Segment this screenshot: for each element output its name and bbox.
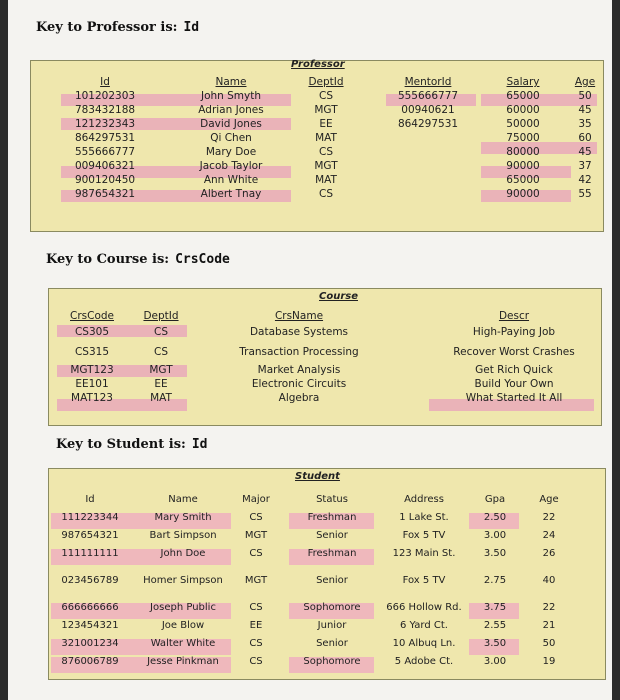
cell: 6 Yard Ct. xyxy=(400,620,448,631)
student-col-major xyxy=(233,491,279,671)
cell: MGT xyxy=(314,160,338,172)
cell: CS xyxy=(154,346,168,358)
cell: Joe Blow xyxy=(161,620,205,631)
header-id: Id xyxy=(100,76,110,88)
course-col-name xyxy=(214,309,384,405)
cell: 2.75 xyxy=(483,575,507,586)
cell: 90000 xyxy=(506,188,540,200)
cell: 123 Main St. xyxy=(392,548,456,559)
cell: 666 Hollow Rd. xyxy=(386,602,462,613)
cell: Mary Smith xyxy=(154,512,212,523)
header-crscode: CrsCode xyxy=(70,310,114,322)
cell: Jacob Taylor xyxy=(199,160,263,172)
header-name: Name xyxy=(168,494,198,505)
cell: Electronic Circuits xyxy=(251,378,347,390)
cell: MAT xyxy=(315,132,337,144)
cell: 987654321 xyxy=(74,188,136,200)
cell: Algebra xyxy=(278,392,320,404)
professor-col-id xyxy=(61,75,149,201)
cell: 666666666 xyxy=(61,602,119,613)
cell: 900120450 xyxy=(74,174,136,186)
student-col-gpa xyxy=(473,491,517,671)
cell: 50000 xyxy=(506,118,540,130)
cell: MAT xyxy=(150,392,172,404)
cell: 00940621 xyxy=(401,104,455,116)
cell: Recover Worst Crashes xyxy=(453,346,575,358)
cell: John Smyth xyxy=(200,90,262,102)
cell: CS xyxy=(249,548,263,559)
cell: MGT xyxy=(149,364,173,376)
cell: Bart Simpson xyxy=(149,530,217,541)
cell: 2.50 xyxy=(483,512,507,523)
course-col-code xyxy=(57,309,127,405)
cell: 987654321 xyxy=(61,530,119,541)
header-age: Age xyxy=(574,76,596,88)
cell: Qi Chen xyxy=(210,132,252,144)
cell: 321001234 xyxy=(61,638,119,649)
header-major: Major xyxy=(242,494,270,505)
cell: Ann White xyxy=(203,174,259,186)
cell: CS xyxy=(249,638,263,649)
cell: 80000 xyxy=(506,146,540,158)
cell: 35 xyxy=(578,118,592,130)
cell: MGT xyxy=(314,104,338,116)
cell: 50 xyxy=(542,638,556,649)
header-status: Status xyxy=(316,494,348,505)
cell: Albert Tnay xyxy=(200,188,262,200)
cell: Market Analysis xyxy=(257,364,341,376)
cell: Homer Simpson xyxy=(143,575,223,586)
cell: 3.50 xyxy=(483,638,507,649)
cell: 2.55 xyxy=(483,620,507,631)
cell: 24 xyxy=(542,530,556,541)
cell: John Doe xyxy=(160,548,206,559)
header-deptid: DeptId xyxy=(143,310,179,322)
cell: 3.50 xyxy=(483,548,507,559)
professor-table xyxy=(30,60,604,232)
professor-key-label: Key to Professor is: xyxy=(36,20,178,35)
cell: MGT xyxy=(244,575,268,586)
cell: 55 xyxy=(578,188,592,200)
course-key-label: Key to Course is: xyxy=(46,252,170,267)
cell: Freshman xyxy=(307,512,357,523)
cell: 21 xyxy=(542,620,556,631)
document-page xyxy=(8,0,612,700)
cell: MGT123 xyxy=(70,364,114,376)
cell: 50 xyxy=(578,90,592,102)
cell: 864297531 xyxy=(74,132,136,144)
cell: CS xyxy=(249,512,263,523)
cell: CS305 xyxy=(74,326,110,338)
cell: Database Systems xyxy=(249,326,349,338)
cell: CS xyxy=(154,326,168,338)
cell: Fox 5 TV xyxy=(402,575,446,586)
cell: 1 Lake St. xyxy=(399,512,449,523)
cell: CS xyxy=(319,188,333,200)
student-key-attr: Id xyxy=(191,437,208,452)
course-key-attr: CrsCode xyxy=(175,252,230,267)
cell: Mary Doe xyxy=(205,146,257,158)
header-age: Age xyxy=(539,494,559,505)
cell: Build Your Own xyxy=(474,378,554,390)
professor-key-line xyxy=(36,20,199,35)
cell: 876006789 xyxy=(61,656,119,667)
cell: 101202303 xyxy=(74,90,136,102)
cell: 009406321 xyxy=(74,160,136,172)
cell: 40 xyxy=(542,575,556,586)
course-table xyxy=(48,288,602,426)
cell: Walter White xyxy=(150,638,216,649)
cell: 90000 xyxy=(506,160,540,172)
professor-col-mentor xyxy=(383,75,473,131)
student-key-line xyxy=(56,437,207,452)
cell: EE101 xyxy=(75,378,109,390)
header-id: Id xyxy=(85,494,95,505)
cell: 10 Albuq Ln. xyxy=(392,638,456,649)
cell: 65000 xyxy=(506,90,540,102)
student-col-name xyxy=(137,491,229,671)
cell: CS xyxy=(319,146,333,158)
cell: 22 xyxy=(542,512,556,523)
cell: 111223344 xyxy=(61,512,119,523)
cell: MGT xyxy=(244,530,268,541)
cell: Get Rich Quick xyxy=(475,364,553,376)
header-mentorid: MentorId xyxy=(404,76,452,88)
student-col-id xyxy=(53,491,127,671)
cell: 5 Adobe Ct. xyxy=(394,656,454,667)
professor-col-salary xyxy=(493,75,553,201)
cell: MAT123 xyxy=(71,392,113,404)
cell: CS315 xyxy=(74,346,110,358)
cell: EE xyxy=(249,620,263,631)
header-crsname: CrsName xyxy=(274,310,324,322)
cell: 864297531 xyxy=(397,118,459,130)
header-deptid: DeptId xyxy=(308,76,344,88)
cell: EE xyxy=(319,118,333,130)
cell: 26 xyxy=(542,548,556,559)
cell: 111111111 xyxy=(61,548,119,559)
cell: Jesse Pinkman xyxy=(147,656,219,667)
cell: Senior xyxy=(316,530,348,541)
cell: 123454321 xyxy=(61,620,119,631)
cell: Junior xyxy=(317,620,347,631)
cell: 42 xyxy=(578,174,592,186)
cell: CS xyxy=(249,602,263,613)
cell: 60000 xyxy=(506,104,540,116)
course-col-descr xyxy=(434,309,594,405)
header-name: Name xyxy=(215,76,247,88)
cell: EE xyxy=(154,378,168,390)
cell: 45 xyxy=(578,104,592,116)
course-key-line xyxy=(46,252,230,267)
cell: 555666777 xyxy=(74,146,136,158)
student-table-title: Student xyxy=(295,471,340,482)
course-col-dept xyxy=(131,309,191,405)
cell: 023456789 xyxy=(61,575,119,586)
cell: 19 xyxy=(542,656,556,667)
professor-key-attr: Id xyxy=(183,20,200,35)
cell: What Started It All xyxy=(465,392,563,404)
cell: 65000 xyxy=(506,174,540,186)
cell: Fox 5 TV xyxy=(402,530,446,541)
cell: CS xyxy=(319,90,333,102)
cell: 22 xyxy=(542,602,556,613)
student-col-age xyxy=(531,491,567,671)
cell: 37 xyxy=(578,160,592,172)
cell: Joseph Public xyxy=(150,602,216,613)
professor-col-name xyxy=(181,75,281,201)
cell: David Jones xyxy=(200,118,262,130)
cell: 3.75 xyxy=(483,602,507,613)
course-table-title: Course xyxy=(319,291,358,302)
cell: 3.00 xyxy=(483,530,507,541)
professor-col-dept xyxy=(296,75,356,201)
cell: 60 xyxy=(578,132,592,144)
professor-col-age xyxy=(571,75,599,201)
cell: Sophomore xyxy=(303,602,361,613)
header-address: Address xyxy=(404,494,444,505)
student-col-status xyxy=(289,491,375,671)
cell: 45 xyxy=(578,146,592,158)
cell: Sophomore xyxy=(303,656,361,667)
student-col-address xyxy=(379,491,469,671)
header-descr: Descr xyxy=(498,310,530,322)
header-salary: Salary xyxy=(506,76,540,88)
student-table xyxy=(48,468,606,680)
cell: Transaction Processing xyxy=(239,346,359,358)
cell: 121232343 xyxy=(74,118,136,130)
header-gpa: Gpa xyxy=(484,494,506,505)
cell: Adrian Jones xyxy=(198,104,264,116)
student-key-label: Key to Student is: xyxy=(56,437,186,452)
cell: 75000 xyxy=(506,132,540,144)
cell: MAT xyxy=(315,174,337,186)
cell: Senior xyxy=(316,575,348,586)
cell: Freshman xyxy=(307,548,357,559)
cell: High-Paying Job xyxy=(472,326,556,338)
cell: Senior xyxy=(316,638,348,649)
cell: 555666777 xyxy=(397,90,459,102)
professor-table-title: Professor xyxy=(291,59,345,70)
cell: 3.00 xyxy=(483,656,507,667)
cell: CS xyxy=(249,656,263,667)
cell: 783432188 xyxy=(74,104,136,116)
